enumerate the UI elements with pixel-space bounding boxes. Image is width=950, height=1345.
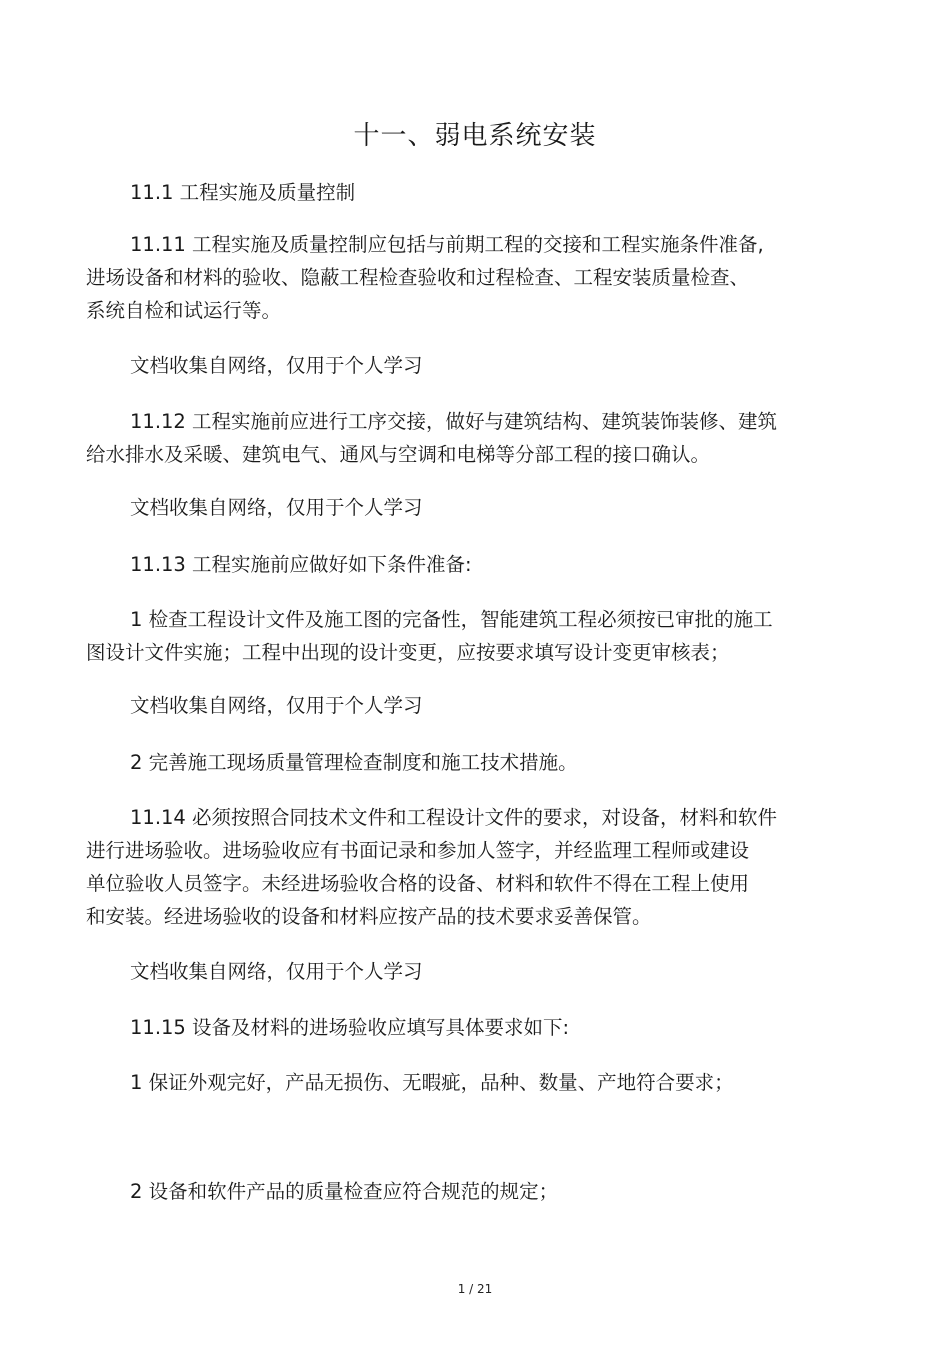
paragraph-item-2	[86, 746, 826, 779]
paragraph-11-15	[86, 1011, 826, 1044]
paragraph-11-14	[86, 801, 826, 933]
note-line	[86, 689, 826, 722]
paragraph-line: 文档收集自网络，仅用于个人学习	[130, 960, 423, 983]
paragraph-line: 进场设备和材料的验收、隐蔽工程检查验收和过程检查、工程安装质量检查、	[86, 266, 750, 289]
paragraph-item-1	[86, 603, 826, 669]
paragraph-line: 单位验收人员签字。未经进场验收合格的设备、材料和软件不得在工程上使用	[86, 872, 750, 895]
page-title: 十一、弱电系统安装	[353, 121, 597, 151]
section-heading-11-1	[86, 176, 826, 209]
paragraph-11-11	[86, 228, 826, 327]
paragraph-line: 文档收集自网络，仅用于个人学习	[130, 694, 423, 717]
paragraph-line: 给水排水及采暖、建筑电气、通风与空调和电梯等分部工程的接口确认。	[86, 443, 711, 466]
paragraph-line: 文档收集自网络，仅用于个人学习	[130, 496, 423, 519]
note-line	[86, 955, 826, 988]
paragraph-11-12	[86, 405, 826, 471]
note-line	[86, 349, 826, 382]
paragraph-line: 11.12 工程实施前应进行工序交接，做好与建筑结构、建筑装饰装修、建筑	[130, 410, 778, 433]
paragraph-line: 和安装。经进场验收的设备和材料应按产品的技术要求妥善保管。	[86, 905, 652, 928]
paragraph-line: 图设计文件实施；工程中出现的设计变更，应按要求填写设计变更审核表；	[86, 641, 730, 664]
paragraph-line: 系统自检和试运行等。	[86, 299, 282, 322]
page-number: 1 / 21	[457, 1282, 493, 1296]
paragraph-line: 2 完善施工现场质量管理检查制度和施工技术措施。	[130, 751, 578, 774]
paragraph-11-13	[86, 548, 826, 581]
paragraph-line: 1 检查工程设计文件及施工图的完备性，智能建筑工程必须按已审批的施工	[130, 608, 773, 631]
paragraph-item-2b	[86, 1175, 826, 1208]
paragraph-line: 11.15 设备及材料的进场验收应填写具体要求如下:	[130, 1016, 570, 1039]
paragraph-line: 文档收集自网络，仅用于个人学习	[130, 354, 423, 377]
note-line	[86, 491, 826, 524]
paragraph-line: 2 设备和软件产品的质量检查应符合规范的规定；	[130, 1180, 559, 1203]
paragraph-line: 1 保证外观完好，产品无损伤、无暇疵，品种、数量、产地符合要求；	[130, 1071, 734, 1094]
paragraph-line: 11.13 工程实施前应做好如下条件准备:	[130, 553, 472, 576]
paragraph-line: 进行进场验收。进场验收应有书面记录和参加人签字，并经监理工程师或建设	[86, 839, 750, 862]
paragraph-item-1b	[86, 1066, 826, 1099]
paragraph-line: 11.14 必须按照合同技术文件和工程设计文件的要求，对设备，材料和软件	[130, 806, 778, 829]
paragraph-line: 11.1 工程实施及质量控制	[130, 181, 356, 204]
paragraph-line: 11.11 工程实施及质量控制应包括与前期工程的交接和工程实施条件准备,	[130, 233, 764, 256]
